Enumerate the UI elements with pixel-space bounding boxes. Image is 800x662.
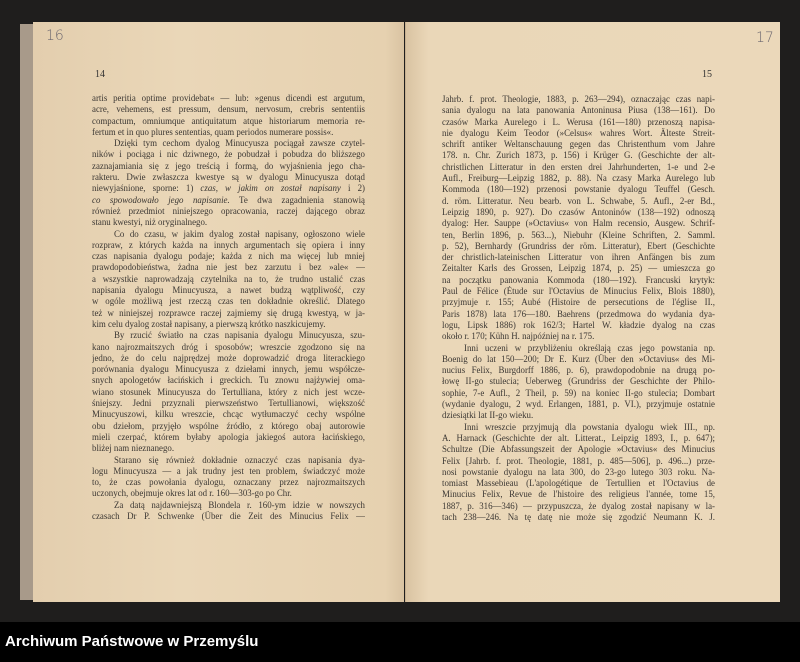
text-run: d. röm. Litteratur. Neu bearb. von L. Schwabe, 5. Aufl., 2-er Bd., xyxy=(442,195,715,206)
text-run: sania dyalogu na lata panowania Antoninusa Piusa (138—161). Do xyxy=(442,105,715,116)
text-line xyxy=(442,433,715,444)
text-run: wiano stosunek Minucyusza do Tertulliana, który z nich jest wcze- xyxy=(92,386,365,397)
text-run: artis peritia optime providebat« — lub: »genus dicendi est argutum, xyxy=(92,93,365,103)
text-run: obu dziełom, przyjęło wspólne źródło, z którego obaj autorowie xyxy=(92,420,365,431)
text-line xyxy=(92,251,365,262)
text-run: czasach Dr P. Schwenke (Über die Zeit des Minucius Felix — xyxy=(92,510,365,521)
archive-name: Archiwum Państwowe w Przemyślu xyxy=(5,633,259,650)
text-run: też w niniejszej rozprawce raczej zajmiemy się drugą kwestyą, w ja- xyxy=(92,307,365,318)
text-line xyxy=(442,467,715,478)
text-run: uczonych, obejmuje okres lat od r. 160—303-go po Chr. xyxy=(92,488,292,499)
text-run: bliżej nam nieznanego. xyxy=(92,443,175,454)
text-run: Te dwa zagadnienia stanowią xyxy=(229,194,365,205)
text-run: a wszystkie naprowadzają czytelnika na to, że trudno ustalić czas xyxy=(92,273,365,284)
text-line xyxy=(92,296,365,307)
text-line xyxy=(92,127,365,138)
text-run: 1887, p. 316—346) — przypuszcza, że dyalog został napisany w la- xyxy=(442,500,715,511)
text-line xyxy=(442,241,715,252)
text-run: Starano się również dokładnie oznaczyć czas napisania dya- xyxy=(114,454,365,465)
text-run: snych apologetów łacińskich i greckich. Tu znowu najżywiej oma- xyxy=(92,375,365,386)
text-run: Inni uczeni w przybliżeniu określają czas jego powstania np. xyxy=(464,342,715,353)
text-line xyxy=(442,399,715,410)
text-run: acre, vehemens, est pressum, densum, nervosum, crebris sententiis xyxy=(92,104,365,115)
text-run: Inni wreszcie przyjmują dla powstania dyalogu wiek III., np. xyxy=(464,421,715,432)
text-line xyxy=(442,512,715,523)
text-run: fertum et in quo plures sententias, quam periodos numerare possis«. xyxy=(92,126,334,137)
text-line xyxy=(92,229,365,240)
text-run: czas napisania dyalogu podaje; każda z nich ma więcej lub mniej xyxy=(92,251,365,262)
text-line xyxy=(92,308,365,319)
text-line xyxy=(442,456,715,467)
text-line xyxy=(92,466,365,477)
text-run: Felix [Jahrb. f. prot. Theologie, 1881, p. 485—506], p. 496...) prze- xyxy=(442,455,715,466)
text-line xyxy=(92,319,365,330)
text-line xyxy=(442,297,715,308)
text-run: Dzięki tym cechom dyalog Minucyusza pociągał zawsze czytel- xyxy=(114,138,365,149)
text-line xyxy=(92,262,365,273)
text-run: również przedmiot niniejszego opracowania, raczej dającego obraz xyxy=(92,205,365,216)
text-run: Aufl., Freiburg—Leipzig 1882, p. 88). Na czasy Marka Aurelego lub xyxy=(442,173,715,184)
text-line xyxy=(92,342,365,353)
text-line xyxy=(92,161,365,172)
text-line xyxy=(92,93,365,104)
text-line xyxy=(92,500,365,511)
handwritten-folio-number: 16 xyxy=(46,28,64,44)
text-line xyxy=(92,353,365,364)
text-line xyxy=(442,105,715,116)
text-run: Boenig do lat 150—200; Dr E. Kurz (Über den »Octavius« des Mi- xyxy=(442,353,715,364)
text-run: Za datą najdawniejszą Blondela r. 160-ym idzie w nowszych xyxy=(114,499,365,510)
text-run: der christlich-lateinischen Litteratur von ihren Anfängen bis zum xyxy=(442,252,715,263)
text-run: kano najrozmaitszych dróg i sposobów; wreszcie zgodzono się na xyxy=(92,341,365,352)
text-line xyxy=(92,149,365,160)
text-line xyxy=(92,104,365,115)
text-run: (wydanie dyalogu, 2 wyd. Erlangen, 1881, p. VI.), przyjmuje ostatnie xyxy=(442,399,715,410)
text-line xyxy=(442,230,715,241)
text-run: Minucius Felix, Revue de l'histoire des religieus l'année, tome 15, xyxy=(442,489,715,500)
text-line xyxy=(442,139,715,150)
text-run: 178. n. Chr. Zurich 1873, p. 156) i Krüger G. (Geschichte der alt- xyxy=(442,150,715,161)
text-line xyxy=(442,343,715,354)
text-run: Minucyuszowi, kilku wreszcie, chcąc wytłumaczyć cechy wspólne xyxy=(92,409,365,420)
text-line xyxy=(442,94,715,105)
text-run: sophie, 7-e Aufl., 2 Theil, p. 59) na koniec II-go stulecia; Dombart xyxy=(442,387,715,398)
text-run: nucius Felix, Burgdorff 1886, p. 6), prawdopodobnie na drugą po- xyxy=(442,365,715,376)
text-line xyxy=(442,422,715,433)
text-line xyxy=(92,195,365,206)
text-line xyxy=(442,444,715,455)
page-number: 15 xyxy=(702,69,712,80)
text-line xyxy=(442,196,715,207)
text-run: niewyjaśnione, sporne: 1) xyxy=(92,183,201,194)
text-run: christlichen Litteratur in den ersten drei Jahrhunderten, 1-e und 2-e xyxy=(442,161,715,172)
text-run: rakteru. Dwie zwłaszcza kwestye są w dyalogu Minucyusza dotąd xyxy=(92,172,365,183)
text-run: logu, Lipsk 1886) rok 162/3; Hartel W. kładzie dyalog na czas xyxy=(442,319,715,330)
text-run: Paul de Félice (Étude sur l'Octavius de Minucius Felix, Blois 1880), xyxy=(442,286,715,297)
text-line xyxy=(92,183,365,194)
text-run: napisania dyalogu Minucyusza, a nawet budzą wątpliwość, czy xyxy=(92,285,365,296)
text-line xyxy=(442,309,715,320)
text-line xyxy=(442,365,715,376)
text-line xyxy=(92,240,365,251)
text-line xyxy=(442,376,715,387)
text-run: łowę II-go stulecia; Ueberweg (Grundriss der Geschichte der Philo- xyxy=(442,376,715,387)
text-line xyxy=(442,275,715,286)
text-line xyxy=(442,410,715,421)
text-line xyxy=(92,375,365,386)
text-run: około r. 170; Kühn H. najpóźniej na r. 175. xyxy=(442,331,595,342)
text-run: compactum, omniumque antiquitatum atque historiarum memoria re- xyxy=(92,115,365,126)
text-line xyxy=(92,116,365,127)
text-run: śniejszy. Jedni przyznali pierwszeństwo Tertullianowi, większość xyxy=(92,398,365,409)
text-line xyxy=(92,409,365,420)
book-edge xyxy=(20,24,33,600)
text-line xyxy=(92,217,365,228)
text-run: porównania dyalogu Minucyusza z dziełami innych, jemu współcze- xyxy=(92,364,365,375)
text-run: Co do czasu, w jakim dyalog został napisany, ogłoszono wiele xyxy=(114,228,365,239)
text-line xyxy=(442,331,715,342)
text-run: tomiast Massebieau (L'apologétique de Tertullien et l'Octavius de xyxy=(442,478,715,489)
text-line xyxy=(442,320,715,331)
text-line xyxy=(92,330,365,341)
text-run: logu Minucyusza — a jak trudny jest ten problem, świadczyć może xyxy=(92,465,365,476)
text-run: schrift antiker Weltanschauung gegen das Christenthum vom Jahre xyxy=(442,139,715,150)
text-line xyxy=(92,387,365,398)
text-line xyxy=(92,206,365,217)
text-line xyxy=(442,286,715,297)
text-run: tach 238—246. Na tę datę nie może się zgodzić Neumann K. J. xyxy=(442,511,715,522)
archive-footer-bar xyxy=(0,622,800,662)
left-page-text xyxy=(92,93,365,522)
text-run: prawdopodobieństwa, żadna nie jest bez zarzutu i bez »ale« — xyxy=(92,262,365,273)
right-page-text xyxy=(442,94,715,523)
text-run: przyjmuje r. 155; Aubé (Histoire de persecutions de l'église II., xyxy=(442,297,715,308)
text-line xyxy=(442,207,715,218)
text-line xyxy=(92,432,365,443)
text-line xyxy=(442,252,715,263)
text-run: to, że czas powołania dyalogu, oznaczany przez najrozmaitszych xyxy=(92,477,365,488)
text-line xyxy=(442,117,715,128)
text-line xyxy=(92,455,365,466)
text-line xyxy=(442,218,715,229)
text-line xyxy=(442,489,715,500)
text-run: Leipzig 1890, p. 927). Do czasów Antoninów (138—192) odnoszą xyxy=(442,206,715,217)
text-line xyxy=(92,138,365,149)
text-run: Jahrb. f. prot. Theologie, 1883, p. 263—294), oznaczając czas napi- xyxy=(442,94,715,104)
text-line xyxy=(442,173,715,184)
page-number: 14 xyxy=(95,69,105,80)
text-run: na początku panowania Kommoda (180—192). Francuski krytyk: xyxy=(442,274,715,285)
text-line xyxy=(92,488,365,499)
text-run: w ogóle możliwą jest rzeczą czas ten dokładnie określić. Dlatego xyxy=(92,296,365,307)
text-run: kim celu dyalog został napisany, a pierwszą krótko naszkicujemy. xyxy=(92,318,326,329)
text-line xyxy=(92,477,365,488)
text-run: mieli czerpać, którem byłaby apologia jakiegoś autora łacińskiego, xyxy=(92,431,365,442)
text-run: dziesiątki lat II-go wieku. xyxy=(442,410,534,421)
text-run: zaznajamiania się z jego treścią i formą, do wyjaśnienia jego cha- xyxy=(92,160,365,171)
text-run: A. Harnack (Geschichte der alt. Litterat., Leipzig 1893, I., p. 647); xyxy=(442,432,715,443)
text-run: By rzucić światło na czas napisania dyalogu Minucyusza, szu- xyxy=(114,330,365,341)
text-line xyxy=(442,162,715,173)
text-run: i 2) xyxy=(340,183,365,194)
text-line xyxy=(442,184,715,195)
text-line xyxy=(442,150,715,161)
text-run: ten, Berlin 1896, p. 563...), Niebuhr (Kleine Schriften, 2. Samml. xyxy=(442,229,715,240)
text-run: Paris 1878) lata 176—180. Baehrens (przedmowa do wydania dya- xyxy=(442,308,715,319)
italic-text-run: czas, w jakim on został napisany xyxy=(200,183,341,194)
text-run: jedno, że do celu najprędzej może doprowadzić droga literackiego xyxy=(92,352,365,363)
handwritten-folio-number: 17 xyxy=(756,30,774,46)
text-line xyxy=(442,478,715,489)
text-run: Schultze (Die Abfassungszeit der Apologie »Octavius« des Minucius xyxy=(442,444,715,455)
text-run: stanu kwestyi, niż oryginalnego. xyxy=(92,217,208,228)
text-run: nie dyalogu Keim Teodor (»Celsus« wahres Wort. Älteste Streit- xyxy=(442,127,715,138)
italic-text-run: co spowodowało jego napisanie. xyxy=(92,194,230,205)
text-run: ników i pociąga i nic dziwnego, że pobudzał i pobudza do bliższego xyxy=(92,149,365,160)
text-run: rozpraw, z których każda na innych argumentach się opiera i inny xyxy=(92,239,365,250)
text-run: p. 52), Bernhardy (Grundriss der röm. Litteratur), Ebert (Geschichte xyxy=(442,240,715,251)
text-line xyxy=(92,398,365,409)
text-run: czasów Marka Aurelego i L. Werusa (161—180) przenoszą napisa- xyxy=(442,116,715,127)
text-run: Kommoda (180—192) przenosi powstanie dyalogu Teuffel (Gesch. xyxy=(442,184,715,195)
text-run: Zeitalter Karls des Grossen, Leipzig 1874, p. 25) — umieszcza go xyxy=(442,263,715,274)
text-line xyxy=(442,354,715,365)
text-line xyxy=(92,364,365,375)
text-line xyxy=(442,388,715,399)
text-run: nosi powstanie dyalogu na lata 300, do 23-go lutego 303 roku. Na- xyxy=(442,466,715,477)
text-line xyxy=(442,263,715,274)
text-run: dyalog: Her. Sauppe (»Octavius« von Halm recensio, Ausgew. Schrif- xyxy=(442,218,715,229)
text-line xyxy=(92,421,365,432)
text-line xyxy=(442,128,715,139)
text-line xyxy=(92,443,365,454)
text-line xyxy=(92,274,365,285)
text-line xyxy=(92,285,365,296)
text-line xyxy=(92,511,365,522)
text-line xyxy=(442,501,715,512)
text-line xyxy=(92,172,365,183)
